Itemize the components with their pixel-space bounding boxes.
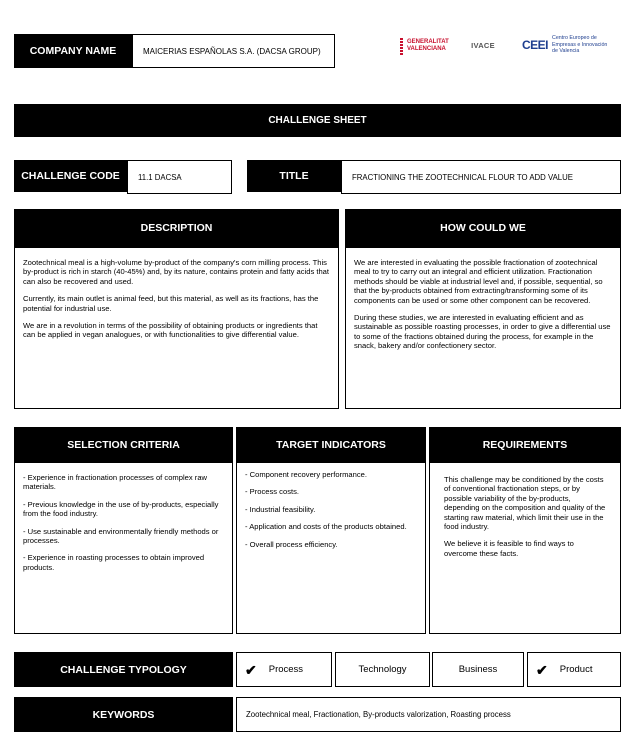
ceei-line3: de Valencia <box>552 48 580 55</box>
typology-option-business <box>432 652 524 687</box>
description-heading: DESCRIPTION <box>140 222 213 234</box>
challenge-sheet-banner <box>14 104 621 137</box>
description-body <box>14 247 339 409</box>
list-item: - Use sustainable and environmentally friendly methods or processes. <box>23 526 219 546</box>
description-paragraph: Currently, its main outlet is animal feed, but this material, as well as its fractions, has the potential for industrial use. <box>23 294 319 313</box>
target-indicators-header <box>236 427 426 462</box>
list-item: - Experience in fractionation processes of complex raw materials. <box>23 473 208 492</box>
challenge-code-value-text: 11.1 DACSA <box>138 172 182 182</box>
generalitat-emblem-icon <box>400 38 403 55</box>
how-could-we-header <box>345 209 621 247</box>
requirements-body <box>429 462 621 634</box>
keywords-value-text: Zootechnical meal, Fractionation, By-products valorization, Roasting process <box>246 710 511 719</box>
typology-option-product <box>527 652 621 687</box>
ceei-mark-icon: CEEI <box>522 38 549 52</box>
how-could-we-body <box>345 247 621 409</box>
ivace-logo-text: IVACE <box>471 40 495 50</box>
requirements-heading: REQUIREMENTS <box>482 438 568 451</box>
challenge-typology-label-text: CHALLENGE TYPOLOGY <box>60 663 187 676</box>
generalitat-line1: GENERALITAT <box>407 39 449 45</box>
list-item: - Industrial feasibility. <box>245 504 316 514</box>
list-item: - Process costs. <box>245 487 300 497</box>
title-label-text: TITLE <box>279 170 309 182</box>
how-could-we-heading: HOW COULD WE <box>440 222 526 234</box>
selection-criteria-body <box>14 462 233 634</box>
keywords-label <box>14 697 233 732</box>
ivace-logo <box>468 38 498 52</box>
generalitat-line2: VALENCIANA <box>407 46 446 52</box>
requirements-paragraph: We believe it is feasible to find ways to overcome these facts. <box>444 539 574 558</box>
challenge-typology-label <box>14 652 233 687</box>
typology-option-label: Product <box>559 664 593 675</box>
target-indicators-heading: TARGET INDICATORS <box>276 438 386 451</box>
how-could-we-paragraph: During these studies, we are interested in evaluating efficient and as sustainable as possible roasting processes, in order to give a differential use to some of the fractions obtained during the process, for example in the snack, bakery and/or confectionery sector. <box>354 313 611 351</box>
selection-criteria-heading: SELECTION CRITERIA <box>67 438 180 451</box>
requirements-header <box>429 427 621 462</box>
typology-option-technology <box>335 652 430 687</box>
company-name-value <box>132 34 335 68</box>
company-name-label-text: COMPANY NAME <box>29 45 117 57</box>
ceei-line1: Centro Europeo de <box>552 35 597 42</box>
ceei-line2: Empresas e Innovación <box>552 41 608 48</box>
keywords-value <box>236 697 621 732</box>
list-item: - Application and costs of the products obtained. <box>245 522 407 532</box>
company-name-label <box>14 34 132 68</box>
list-item: - Previous knowledge in the use of by-products, especially from the food industry. <box>23 499 219 519</box>
list-item: - Experience in roasting processes to obtain improved products. <box>23 553 205 572</box>
typology-option-label: Business <box>458 664 498 675</box>
list-item: - Component recovery performance. <box>245 470 367 479</box>
selection-criteria-header <box>14 427 233 462</box>
how-could-we-paragraph: We are interested in evaluating the possible fractionation of zootechnical meal to try to carry out an integral and efficient utilization. Fractionation methods should be viable at industrial level and, if possible, sequential, so that the by-products obtained from extracting/transforming some of its components can be used or some other component can be recovered. <box>354 258 603 305</box>
requirements-paragraph: This challenge may be conditioned by the costs of conventional fractionation steps, or by possible variability of the by-products, depending on the composition and quality of the starting raw material, which limit their use in the food industry. <box>444 475 606 532</box>
typology-option-label: Technology <box>358 664 407 675</box>
keywords-label-text: KEYWORDS <box>92 708 155 721</box>
description-paragraph: We are in a revolution in terms of the possibility of obtaining products or ingredients that can be applied in vegan analogues, or with functionalities to give differential value. <box>23 321 318 340</box>
title-value <box>341 160 621 194</box>
title-value-text: FRACTIONING THE ZOOTECHNICAL FLOUR TO ADD VALUE <box>352 172 573 182</box>
generalitat-logo <box>400 34 462 58</box>
checkmark-icon: ✔ <box>536 661 548 678</box>
challenge-code-label-text: CHALLENGE CODE <box>21 170 120 182</box>
description-header <box>14 209 339 247</box>
typology-option-label: Process <box>268 664 304 675</box>
description-paragraph: Zootechnical meal is a high-volume by-product of the company's corn milling process. This by-product is rich in starch (40-45%) and, by its nature, contains protein and fatty acids that can also be recovered and used. <box>23 258 330 286</box>
typology-option-process <box>236 652 332 687</box>
target-indicators-body <box>236 462 426 634</box>
challenge-sheet-title: CHALLENGE SHEET <box>268 115 367 126</box>
company-name-value-text: MAICERIAS ESPAÑOLAS S.A. (DACSA GROUP) <box>143 46 321 56</box>
checkmark-icon: ✔ <box>245 661 257 678</box>
challenge-code-value <box>127 160 232 194</box>
title-label <box>247 160 341 192</box>
list-item: - Overall process efficiency. <box>245 539 338 549</box>
challenge-code-label <box>14 160 127 192</box>
ceei-logo <box>522 32 622 58</box>
